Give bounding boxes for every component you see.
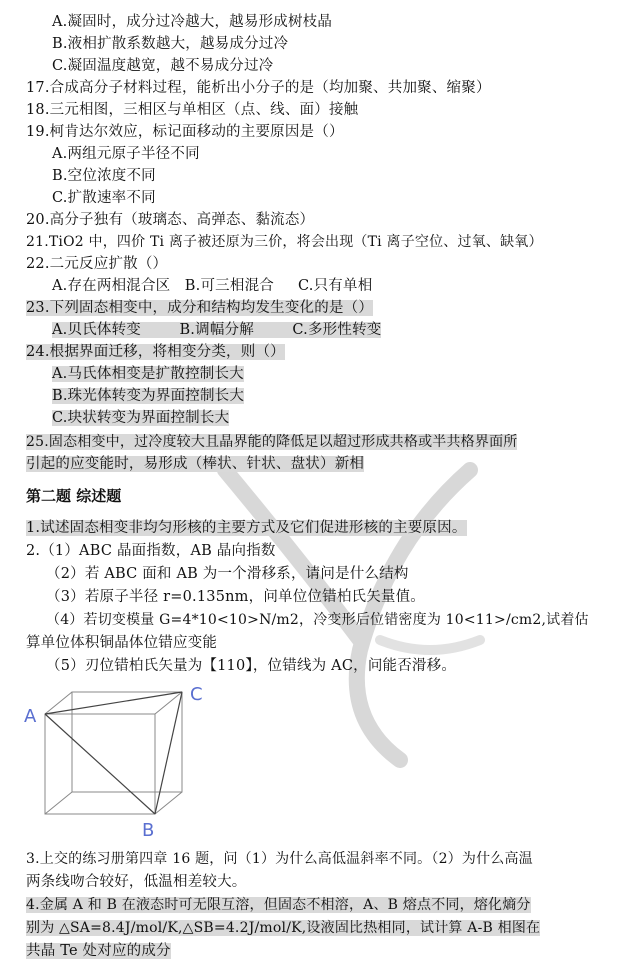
text-line: 19.柯肯达尔效应，标记面移动的主要原因是（） <box>26 124 344 140</box>
text-line: C.扩散速率不同 <box>52 190 156 206</box>
cube-diagram <box>20 684 210 844</box>
text-line: 1.试述固态相变非均匀形核的主要方式及它们促进形核的主要原因。 <box>26 520 467 536</box>
text-line: 17.合成高分子材料过程，能析出小分子的是（均加聚、共加聚、缩聚） <box>26 80 491 96</box>
text-line: 24.根据界面迁移，将相变分类，则（） <box>26 344 285 360</box>
text-line: 23.下列固态相变中，成分和结构均发生变化的是（） <box>26 300 374 316</box>
text-line: （5）刃位错柏氏矢量为【110】，位错线为 AC，问能否滑移。 <box>46 658 457 674</box>
text-line: A.凝固时，成分过冷越大，越易形成树枝晶 <box>52 14 333 30</box>
text-line: 两条线吻合较好，低温相差较大。 <box>26 874 247 890</box>
text-line: 共晶 Te 处对应的成分 <box>26 943 171 959</box>
text-line: 22.二元反应扩散（） <box>26 256 168 272</box>
text-line: 21.TiO2 中，四价 Ti 离子被还原为三价，将会出现（Ti 离子空位、过氧、缺氧） <box>26 234 543 250</box>
label-b: B <box>142 820 155 841</box>
label-c: C <box>190 684 203 705</box>
text-line: B.珠光体转变为界面控制长大 <box>52 388 245 404</box>
text-line: A.存在两相混合区 B.可三相混合 C.只有单相 <box>52 278 373 294</box>
text-line: 2.（1）ABC 晶面指数，AB 晶向指数 <box>26 543 276 559</box>
text-line: A.贝氏体转变 B.调幅分解 C.多形性转变 <box>52 322 382 338</box>
text-line: 别为 △SA=8.4J/mol/K,△SB=4.2J/mol/K,设液固比热相同，试计算 A-B 相图在 <box>26 920 541 936</box>
text-line: 算单位体积铜晶体位错应变能 <box>26 635 218 651</box>
text-line: （4）若切变模量 G=4*10<10>N/m2，冷变形后位错密度为 10<11>/cm2,试着估 <box>46 612 589 628</box>
text-line: A.两组元原子半径不同 <box>52 146 200 162</box>
text-line: C.块状转变为界面控制长大 <box>52 410 230 426</box>
section-title: 第二题 综述题 <box>26 487 122 505</box>
text-line: 4.金属 A 和 B 在液态时可无限互溶，但固态不相溶，A、B 熔点不同，熔化熵分 <box>26 897 531 913</box>
label-a: A <box>24 706 37 727</box>
text-line: （3）若原子半径 r=0.135nm，问单位位错柏氏矢量值。 <box>46 589 426 605</box>
text-line: 3.上交的练习册第四章 16 题，问（1）为什么高低温斜率不同。（2）为什么高温 <box>26 851 533 867</box>
text-line: B.空位浓度不同 <box>52 168 156 184</box>
text-line: 引起的应变能时，易形成（棒状、针状、盘状）新相 <box>26 456 365 472</box>
text-line: C.凝固温度越宽，越不易成分过冷 <box>52 58 274 74</box>
text-line: 18.三元相图，三相区与单相区（点、线、面）接触 <box>26 102 359 118</box>
text-line: B.液相扩散系数越大，越易成分过冷 <box>52 36 289 52</box>
text-line: 20.高分子独有（玻璃态、高弹态、黏流态） <box>26 212 315 228</box>
text-line: A.马氏体相变是扩散控制长大 <box>52 366 244 382</box>
text-line: 25.固态相变中，过冷度较大且晶界能的降低足以超过形成共格或半共格界面所 <box>26 434 518 450</box>
text-line: （2）若 ABC 面和 AB 为一个滑移系，请问是什么结构 <box>46 566 409 582</box>
